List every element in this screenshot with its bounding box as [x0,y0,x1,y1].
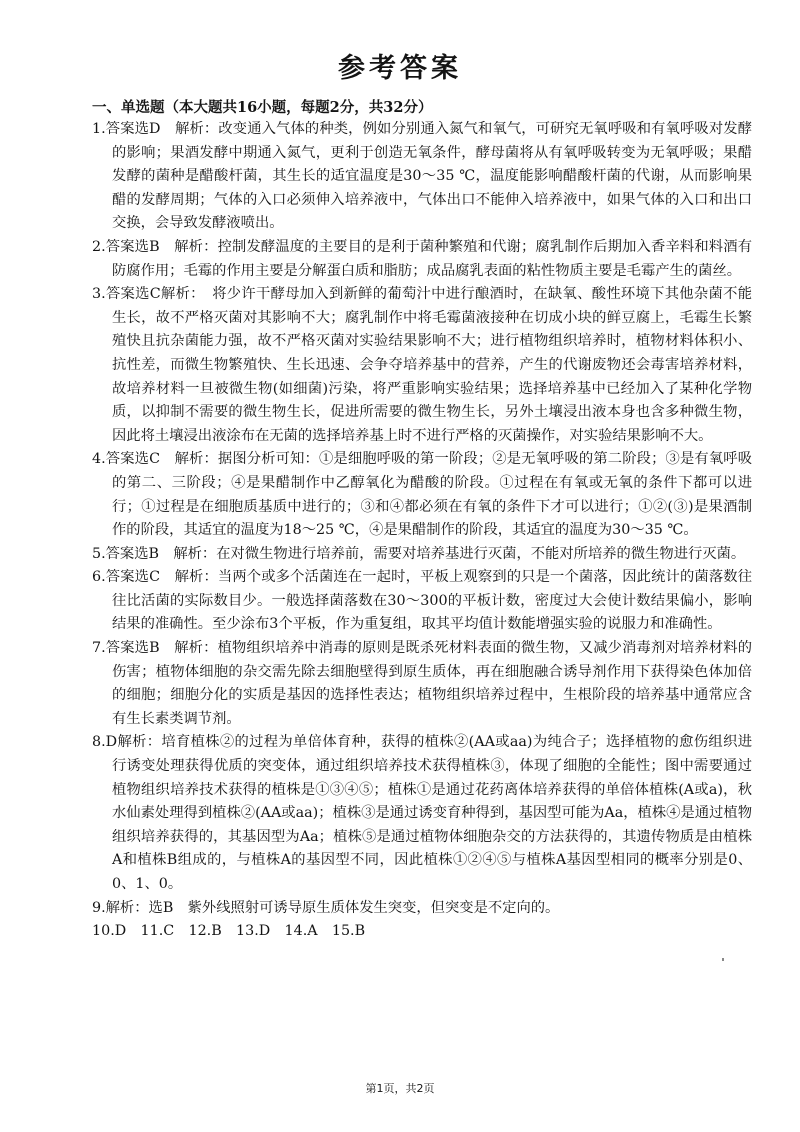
answer-item-9: 9.解析：选B 紫外线照射可诱导原生质体发生突变，但突变是不定向的。 [92,899,560,916]
page-title: 参考答案 [338,53,462,84]
answer-item-6: 6.答案选C 解析：当两个或多个活菌连在一起时，平板上观察到的只是一个菌落，因此统计的菌落数往往比活菌的实际数目少。一般选择菌落数在30～300的平板计数，密度过大会使计数结果偏小，影响结果的准确性。至少涂布3个平板，作为重复组，取其平均值计数能增强实验的说服力和准确性。 [92,569,752,633]
answer-item-7: 7.答案选B 解析：植物组织培养中消毒的原则是既杀死材料表面的微生物，又减少消毒剂对培养材料的伤害；植物体细胞的杂交需先除去细胞壁得到原生质体，再在细胞融合诱导剂作用下获得染色体加倍的细胞；细胞分化的实质是基因的选择性表达；植物组织培养过程中，生根阶段的培养基中通常应含有生长素类调节剂。 [92,640,752,727]
answer-item-3: 3.答案选C解析： 将少许干酵母加入到新鲜的葡萄汁中进行酿酒时，在缺氧、酸性环境下其他杂菌不能生长，故不严格灭菌对其影响不大；腐乳制作中将毛霉菌液接种在切成小块的鲜豆腐上，毛霉生长繁殖快且抗杂菌能力强，故不严格灭菌对实验结果影响不大；进行植物组织培养时，植物材料体积小、抗性差，而微生物繁殖快、生长迅速、会争夺培养基中的营养，产生的代谢废物还会毒害培养材料，故培养材料一旦被微生物(如细菌)污染，将严重影响实验结果；选择培养基中已经加入了某种化学物质，以抑制不需要的微生物生长，促进所需要的微生物生长，另外土壤浸出液本身也含多种微生物，因此将土壤浸出液涂布在无菌的选择培养基上时不进行严格的灭菌操作，对实验结果影响不大。 [92,286,752,444]
page-footer: 第1页，共2页 [365,1082,435,1095]
answer-list [92,118,752,944]
short-answers: 10.D 11.C 12.B 13.D 14.A 15.B [92,923,366,940]
answer-item-8: 8.D解析：培育植株②的过程为单倍体育种，获得的植株②(AA或aa)为纯合子；选择植物的愈伤组织进行诱变处理获得优质的突变体，通过组织培养技术获得植株③，体现了细胞的全能性；图中需要通过植物组织培养技术获得的植株是①③④⑤；植株①是通过花药离体培养获得的单倍体植株(A或a)，秋水仙素处理得到植株②(AA或aa)；植株③是通过诱变育种得到，基因型可能为Aa，植株④是通过植物组织培养获得的，其基因型为Aa；植株⑤是通过植物体细胞杂交的方法获得的，其遗传物质是由植株A和植株B组成的，与植株A的基因型不同，因此植株①②④⑤与植株A基因型相同的概率分别是0、0、1、0。 [92,734,752,892]
answer-item-1: 1.答案选D 解析：改变通入气体的种类，例如分别通入氮气和氧气，可研究无氧呼吸和有氧呼吸对发酵的影响；果酒发酵中期通入氮气，更利于创造无氧条件，酵母菌将从有氧呼吸转变为无氧呼吸；果醋发酵的菌种是醋酸杆菌，其生长的适宜温度是30～35 ℃，温度能影响醋酸杆菌的代谢，从而影响果醋的发酵周期；气体的入口必须伸入培养液中，气体出口不能伸入培养液中，如果气体的入口和出口交换，会导致发酵液喷出。 [92,121,752,232]
answer-item-4: 4.答案选C 解析：据图分析可知：①是细胞呼吸的第一阶段；②是无氧呼吸的第二阶段；③是有氧呼吸的第二、三阶段；④是果醋制作中乙醇氧化为醋酸的阶段。①过程在有氧或无氧的条件下都可以进行；①过程是在细胞质基质中进行的；③和④都必须在有氧的条件下才可以进行；①②(③)是果酒制作的阶段，其适宜的温度为18～25 ℃，④是果醋制作的阶段，其适宜的温度为30～35 ℃。 [92,451,752,539]
answer-item-5: 5.答案选B 解析：在对微生物进行培养前，需要对培养基进行灭菌，不能对所培养的微生物进行灭菌。 [92,545,746,562]
section-heading: 一、单选题（本大题共16小题，每题2分，共32分） [92,99,433,116]
scan-mark [722,958,724,961]
answer-item-2: 2.答案选B 解析：控制发酵温度的主要目的是利于菌种繁殖和代谢；腐乳制作后期加入香辛料和料酒有防腐作用；毛霉的作用主要是分解蛋白质和脂肪；成品腐乳表面的粘性物质主要是毛霉产生的菌丝。 [92,238,752,279]
